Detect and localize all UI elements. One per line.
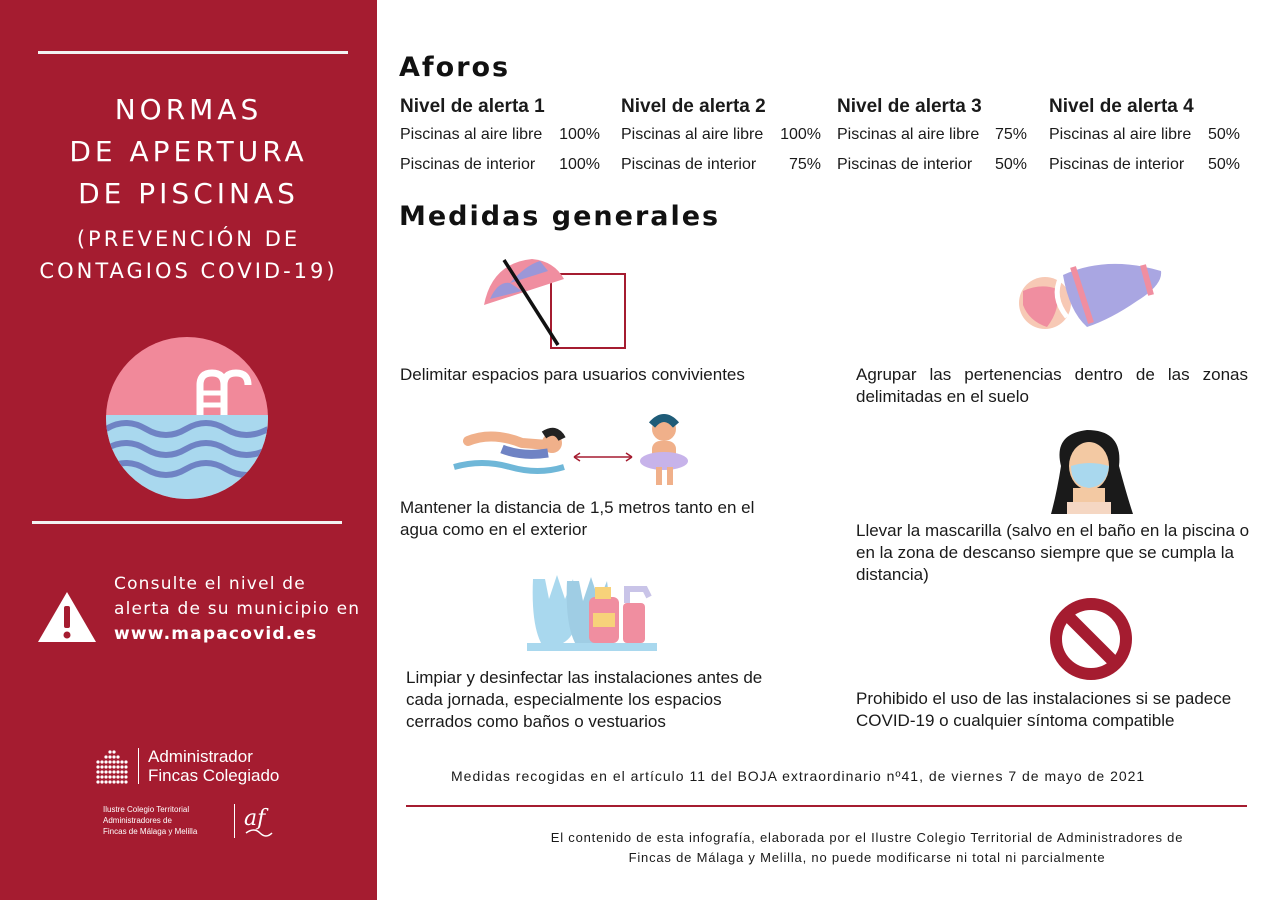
alert-level-2-outdoor-row: Piscinas al aire libre 100% <box>621 126 821 143</box>
logo-separator <box>138 748 139 784</box>
org-line-1: Ilustre Colegio Territorial <box>103 805 190 814</box>
aforos-heading: Aforos <box>399 52 511 83</box>
red-divider <box>406 805 1247 807</box>
title-line-3: DE PISCINAS <box>78 177 299 210</box>
logo-line-2: Fincas Colegiado <box>148 766 280 785</box>
afc-logo <box>92 746 352 786</box>
alert-level-2 <box>621 94 821 180</box>
dot-grid-logo-icon <box>92 749 132 785</box>
org-line-2: Administradores de <box>103 816 172 825</box>
measure-text-6: Prohibido el uso de las instalaciones si se padece COVID-19 o cualquier síntoma compatible <box>856 689 1232 730</box>
mapacovid-link[interactable]: www.mapacovid.es <box>114 624 318 644</box>
source-note: Medidas recogidas en el artículo 11 del BOJA extraordinario nº41, de viernes 7 de mayo de 2021 <box>451 768 1146 784</box>
alert-level-2-indoor-row: Piscinas de interior 75% <box>621 156 821 173</box>
pool-icon <box>106 337 268 499</box>
subtitle-line-2: CONTAGIOS COVID-19) <box>39 259 338 283</box>
logo-line-1: Administrador <box>148 747 253 766</box>
measure-text-5: Limpiar y desinfectar las instalaciones antes de cada jornada, especialmente los espacios cerrados como baños o vestuarios <box>406 668 763 731</box>
swimmer-distance-icon <box>452 413 702 493</box>
main-content <box>377 0 1274 900</box>
footer-line-1: El contenido de esta infografía, elaborada por el Ilustre Colegio Territorial de Administradores de <box>550 830 1184 845</box>
alert-level-3-indoor-row: Piscinas de interior 50% <box>837 156 1027 173</box>
footer-line-2: Fincas de Málaga y Melilla, no puede modificarse ni total ni parcialmente <box>628 850 1106 865</box>
org-name <box>103 804 197 837</box>
alert-level-2-title: Nivel de alerta 2 <box>621 96 766 117</box>
title-line-2: DE APERTURA <box>69 135 308 168</box>
umbrella-icon <box>482 255 632 355</box>
alert-text <box>114 572 364 647</box>
svg-text:af: af <box>244 806 266 831</box>
measure-text-4: Llevar la mascarilla (salvo en el baño en la piscina o en la zona de descanso siempre que se cumpla la distancia) <box>856 521 1250 584</box>
medidas-heading: Medidas generales <box>399 201 721 232</box>
org-separator <box>234 804 235 838</box>
measure-text-3: Mantener la distancia de 1,5 metros tanto en el agua como en el exterior <box>400 498 755 539</box>
copyright-footer <box>497 828 1237 868</box>
towel-ball-icon <box>1017 255 1167 335</box>
alert-level-3-outdoor-row: Piscinas al aire libre 75% <box>837 126 1027 143</box>
cleaning-icon <box>527 573 657 655</box>
alert-level-1-title: Nivel de alerta 1 <box>400 96 545 117</box>
prohibited-icon <box>1049 597 1133 681</box>
subtitle-line-1: (PREVENCIÓN DE <box>76 227 301 251</box>
alert-level-4-outdoor-row: Piscinas al aire libre 50% <box>1049 126 1240 143</box>
alert-level-1-indoor-row: Piscinas de interior 100% <box>400 156 600 173</box>
org-line-3: Fincas de Málaga y Melilla <box>103 827 198 836</box>
measure-text-2: Agrupar las pertenencias dentro de las zonas delimitadas en el suelo <box>856 365 1248 406</box>
alert-level-4 <box>1049 94 1240 180</box>
middle-divider <box>32 521 342 524</box>
alert-level-4-indoor-row: Piscinas de interior 50% <box>1049 156 1240 173</box>
sidebar <box>0 0 377 900</box>
alert-level-3 <box>837 94 1027 180</box>
title-line-1: NORMAS <box>114 93 263 126</box>
alert-level-1 <box>400 94 600 180</box>
mask-icon <box>1047 426 1137 518</box>
af-monogram-icon <box>242 803 276 839</box>
top-divider <box>38 51 348 54</box>
alert-level-1-outdoor-row: Piscinas al aire libre 100% <box>400 126 600 143</box>
warning-icon <box>36 590 98 644</box>
alert-level-4-title: Nivel de alerta 4 <box>1049 96 1194 117</box>
alert-level-3-title: Nivel de alerta 3 <box>837 96 982 117</box>
alert-prefix: Consulte el nivel de alerta de su municipio en <box>114 574 361 619</box>
measure-text-1: Delimitar espacios para usuarios convivientes <box>400 365 745 384</box>
